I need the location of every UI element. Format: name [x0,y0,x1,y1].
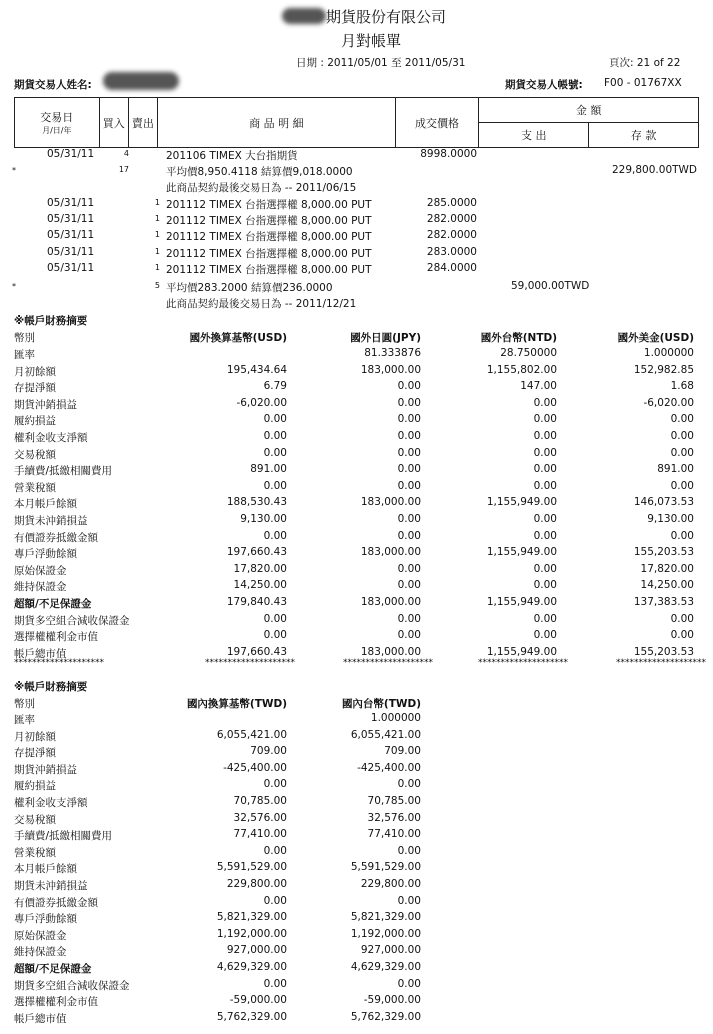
summary-row-label: 手續費/抵繳相關費用 [14,830,113,843]
summary-value: 179,840.43 [226,596,287,608]
summary-row-label: 本月帳戶餘額 [14,863,77,876]
summary-row-label: 期貨多空組合減收保證金 [14,979,130,992]
trade-date: 05/31/11 [47,148,95,160]
summary-value: 1.68 [670,380,694,393]
summary-value: -6,020.00 [643,396,694,409]
summary-value: 709.00 [384,745,421,758]
trade-price: 8998.0000 [420,148,477,160]
summary-value: 183,000.00 [360,596,421,608]
summary-value: 1,155,802.00 [486,363,557,376]
summary-value: 709.00 [250,745,287,758]
summary-row-label: 有價證券抵繳金額 [14,896,98,909]
separator-stars: ******************** [478,658,568,669]
summary-value: 927,000.00 [226,944,287,957]
trade-sell-qty: 1 [154,247,160,256]
account-number-label: 期貨交易人帳號: [505,79,583,91]
summary-value: 0.00 [263,430,287,442]
summary-value: 0.00 [263,612,287,625]
summary-value: 9,130.00 [240,513,287,525]
trade-price: 283.0000 [426,246,477,258]
trade-buy-qty: 4 [123,149,129,158]
summary-value: 0.00 [533,562,557,575]
summary-row-label: 原始保證金 [14,929,67,942]
summary-row-label: 交易稅額 [14,813,56,826]
summary-value: -59,000.00 [229,994,287,1007]
summary-value: -6,020.00 [236,396,287,409]
summary-value: 0.00 [397,413,421,426]
summary-value: 891.00 [250,463,287,476]
summary-col-currency: 幣別 [14,332,35,344]
summary-value: 0.00 [533,430,557,442]
trade-date: 05/31/11 [47,197,95,209]
separator-stars: ******************** [343,658,433,669]
summary-value: 14,250.00 [233,579,287,592]
summary-value: 17,820.00 [640,562,694,575]
separator-stars: ******************** [14,658,104,669]
summary-value: -425,400.00 [223,761,287,774]
summary-row-label: 履約損益 [14,415,56,428]
amount-header: 金 額 [479,98,699,123]
summary-value: 0.00 [397,579,421,592]
summary-col-header: 國外換算基幣(USD) [189,332,287,344]
summary-value: 0.00 [533,579,557,592]
summary-col-header: 國內換算基幣(TWD) [186,698,287,710]
summary-row-label: 交易稅額 [14,448,56,461]
summary-value: 4,629,329.00 [350,961,421,973]
summary-value: 0.00 [397,562,421,575]
summary-value: 0.00 [670,529,694,542]
redacted-company-name [282,8,326,24]
trade-sell-qty: 1 [154,198,160,207]
document-title: 月對帳單 [341,32,402,50]
trade-detail: 此商品契約最後交易日為 -- 2011/06/15 [166,182,357,194]
summary-value: 152,982.85 [633,363,694,376]
summary-value: 0.00 [397,778,421,791]
summary-value: 6.79 [263,380,287,393]
summary-value: 77,410.00 [233,828,287,841]
summary-row-label: 專戶浮動餘額 [14,548,77,561]
summary-value: 0.00 [397,396,421,409]
trade-detail: 201112 TIMEX 台指選擇權 8,000.00 PUT [166,215,372,227]
account-number-value: F00 - 01767XX [604,77,682,89]
summary-row-label: 權利金收支淨額 [14,432,88,444]
summary-row-label: 選擇權權利金市值 [14,631,98,644]
summary-value: 81.333876 [364,347,421,359]
summary-value: 0.00 [533,513,557,525]
summary-value: 0.00 [670,430,694,442]
summary-value: 927,000.00 [360,944,421,957]
summary-row-label: 履約損益 [14,780,56,793]
summary-row-label: 匯率 [14,714,35,726]
summary-value: 197,660.43 [226,645,287,658]
buy-header: 買入 [99,98,128,148]
summary-value: 183,000.00 [360,363,421,376]
summary-col-header: 國外日圓(JPY) [350,332,421,344]
summary-value: 5,591,529.00 [350,861,421,874]
sell-header: 賣出 [128,98,157,148]
summary-col-header: 國內台幣(TWD) [341,698,421,710]
summary-row-label: 維持保證金 [14,946,67,959]
summary-value: 0.00 [263,844,287,857]
summary-row-label: 期貨多空組合減收保證金 [14,614,130,627]
summary-value: 1,155,949.00 [486,596,557,608]
summary-value: 70,785.00 [367,795,421,807]
summary-value: 155,203.53 [633,546,694,559]
summary-value: 197,660.43 [226,546,287,559]
summary-value: 4,629,329.00 [216,961,287,973]
summary-row-label: 期貨未沖銷損益 [14,515,88,527]
summary-value: 5,591,529.00 [216,861,287,874]
summary-value: 14,250.00 [640,579,694,592]
summary-value: 1.000000 [370,712,421,724]
summary-value: 155,203.53 [633,645,694,658]
summary-row-label: 超額/不足保證金 [14,963,92,975]
summary-value: 0.00 [263,778,287,791]
summary-value: 195,434.64 [226,363,287,376]
expense-header: 支 出 [479,123,589,148]
trade-date-format: 月/日/年 [42,126,72,135]
summary-value: 5,762,329.00 [216,1010,287,1023]
summary-value: 0.00 [533,629,557,642]
summary-row-label: 手續費/抵繳相關費用 [14,465,113,478]
summary-value: 1,155,949.00 [486,496,557,509]
summary-value: 28.750000 [500,347,557,359]
separator-stars: ******************** [616,658,706,669]
summary-row-label: 期貨沖銷損益 [14,398,77,411]
summary-value: 70,785.00 [233,795,287,807]
summary-value: -425,400.00 [357,761,421,774]
summary-value: 0.00 [397,479,421,492]
company-name: 期貨股份有限公司 [326,8,447,26]
summary-value: 0.00 [533,413,557,426]
summary-value: 0.00 [397,629,421,642]
trade-price: 285.0000 [426,197,477,209]
summary-row-label: 期貨沖銷損益 [14,763,77,776]
summary-title: ※帳戶財務摘要 [14,681,88,693]
trade-date-header [15,98,100,148]
summary-value: 146,073.53 [633,496,694,509]
summary-value: -59,000.00 [363,994,421,1007]
summary-value: 0.00 [397,894,421,907]
summary-value: 0.00 [397,977,421,990]
summary-row-label: 維持保證金 [14,581,67,594]
summary-value: 1,192,000.00 [350,927,421,940]
trade-date: 05/31/11 [47,229,95,241]
trader-name-label: 期貨交易人姓名: [14,79,92,91]
trade-detail: 平均價8,950.4118 結算價9,018.0000 [166,166,353,178]
summary-value: 1,155,949.00 [486,645,557,658]
summary-row-label: 月初餘額 [14,730,56,743]
summary-value: 188,530.43 [226,496,287,509]
summary-col-header: 國外美金(USD) [617,332,694,344]
summary-value: 0.00 [263,629,287,642]
summary-row-label: 帳戶總市值 [14,647,67,660]
summary-value: 5,821,329.00 [350,911,421,924]
summary-row-label: 權利金收支淨額 [14,797,88,809]
redacted-trader-name [103,72,179,90]
summary-value: 6,055,421.00 [350,728,421,741]
summary-value: 0.00 [263,977,287,990]
trade-date: 05/31/11 [47,246,95,258]
trade-price: 282.0000 [426,229,477,241]
summary-value: 0.00 [533,529,557,542]
trade-deposit: 229,800.00TWD [612,164,697,176]
summary-col-currency: 幣別 [14,698,35,710]
summary-value: 0.00 [263,479,287,492]
trade-sell-qty: 1 [154,214,160,223]
summary-value: 0.00 [397,380,421,393]
summary-value: 137,383.53 [633,596,694,608]
summary-value: 0.00 [397,463,421,476]
summary-row-label: 存提淨額 [14,382,56,395]
statement-date-range: 日期 : 2011/05/01 至 2011/05/31 [296,57,466,69]
trade-sell-qty: 5 [154,281,160,290]
trade-date: 05/31/11 [47,213,95,225]
summary-value: 0.00 [533,463,557,476]
trade-buy-qty: 17 [118,165,129,174]
summary-value: 0.00 [397,529,421,542]
summary-value: 0.00 [670,479,694,492]
trade-marker: * [12,166,16,175]
summary-value: 183,000.00 [360,546,421,559]
summary-row-label: 有價證券抵繳金額 [14,531,98,544]
trade-detail: 201112 TIMEX 台指選擇權 8,000.00 PUT [166,248,372,260]
summary-value: 1.000000 [643,347,694,359]
summary-value: 0.00 [670,612,694,625]
summary-value: 0.00 [397,430,421,442]
summary-value: 32,576.00 [367,811,421,824]
summary-title: ※帳戶財務摘要 [14,315,88,327]
trade-expense: 59,000.00TWD [511,280,590,292]
trade-detail: 平均價283.2000 結算價236.0000 [166,282,333,294]
summary-value: 0.00 [263,446,287,459]
summary-value: 229,800.00 [226,878,287,890]
summary-value: 6,055,421.00 [216,728,287,741]
summary-row-label: 帳戶總市值 [14,1012,67,1025]
trade-price: 284.0000 [426,262,477,274]
trade-detail: 201106 TIMEX 大台指期貨 [166,150,298,162]
summary-value: 891.00 [657,463,694,476]
trade-price: 282.0000 [426,213,477,225]
summary-value: 183,000.00 [360,645,421,658]
page-number: 頁次: 21 of 22 [609,57,681,69]
trade-sell-qty: 1 [154,263,160,272]
summary-value: 0.00 [263,413,287,426]
summary-value: 0.00 [263,894,287,907]
summary-value: 183,000.00 [360,496,421,509]
summary-value: 0.00 [533,479,557,492]
summary-value: 1,155,949.00 [486,546,557,559]
summary-row-label: 月初餘額 [14,365,56,378]
summary-row-label: 本月帳戶餘額 [14,498,77,511]
summary-row-label: 期貨未沖銷損益 [14,880,88,892]
summary-value: 0.00 [533,446,557,459]
trade-table-header [14,97,699,148]
summary-row-label: 存提淨額 [14,747,56,760]
trade-detail: 201112 TIMEX 台指選擇權 8,000.00 PUT [166,199,372,211]
separator-stars: ******************** [205,658,295,669]
summary-row-label: 超額/不足保證金 [14,598,92,610]
summary-value: 17,820.00 [233,562,287,575]
summary-value: 0.00 [263,529,287,542]
summary-value: 5,821,329.00 [216,911,287,924]
summary-value: 0.00 [397,612,421,625]
trade-date-label: 交易日 [40,111,74,124]
summary-value: 0.00 [533,396,557,409]
summary-value: 32,576.00 [233,811,287,824]
summary-value: 0.00 [670,629,694,642]
trade-sell-qty: 1 [154,230,160,239]
summary-value: 5,762,329.00 [350,1010,421,1023]
trade-detail: 此商品契約最後交易日為 -- 2011/12/21 [166,298,357,310]
summary-row-label: 營業稅額 [14,846,56,859]
summary-value: 9,130.00 [647,513,694,525]
summary-value: 0.00 [533,612,557,625]
trade-marker: * [12,282,16,291]
summary-row-label: 營業稅額 [14,481,56,494]
summary-col-header: 國外台幣(NTD) [480,332,557,344]
summary-value: 77,410.00 [367,828,421,841]
summary-value: 229,800.00 [360,878,421,890]
trade-detail: 201112 TIMEX 台指選擇權 8,000.00 PUT [166,264,372,276]
summary-value: 0.00 [397,513,421,525]
summary-row-label: 專戶浮動餘額 [14,913,77,926]
summary-value: 0.00 [670,446,694,459]
summary-row-label: 匯率 [14,349,35,361]
summary-row-label: 選擇權權利金市值 [14,996,98,1009]
summary-value: 147.00 [520,380,557,393]
trade-detail: 201112 TIMEX 台指選擇權 8,000.00 PUT [166,231,372,243]
summary-value: 1,192,000.00 [216,927,287,940]
trade-price-header: 成交價格 [395,98,479,148]
summary-value: 0.00 [397,446,421,459]
summary-row-label: 原始保證金 [14,564,67,577]
trade-date: 05/31/11 [47,262,95,274]
product-detail-header: 商 品 明 細 [158,98,396,148]
summary-value: 0.00 [397,844,421,857]
deposit-header: 存 款 [589,123,699,148]
summary-value: 0.00 [670,413,694,426]
